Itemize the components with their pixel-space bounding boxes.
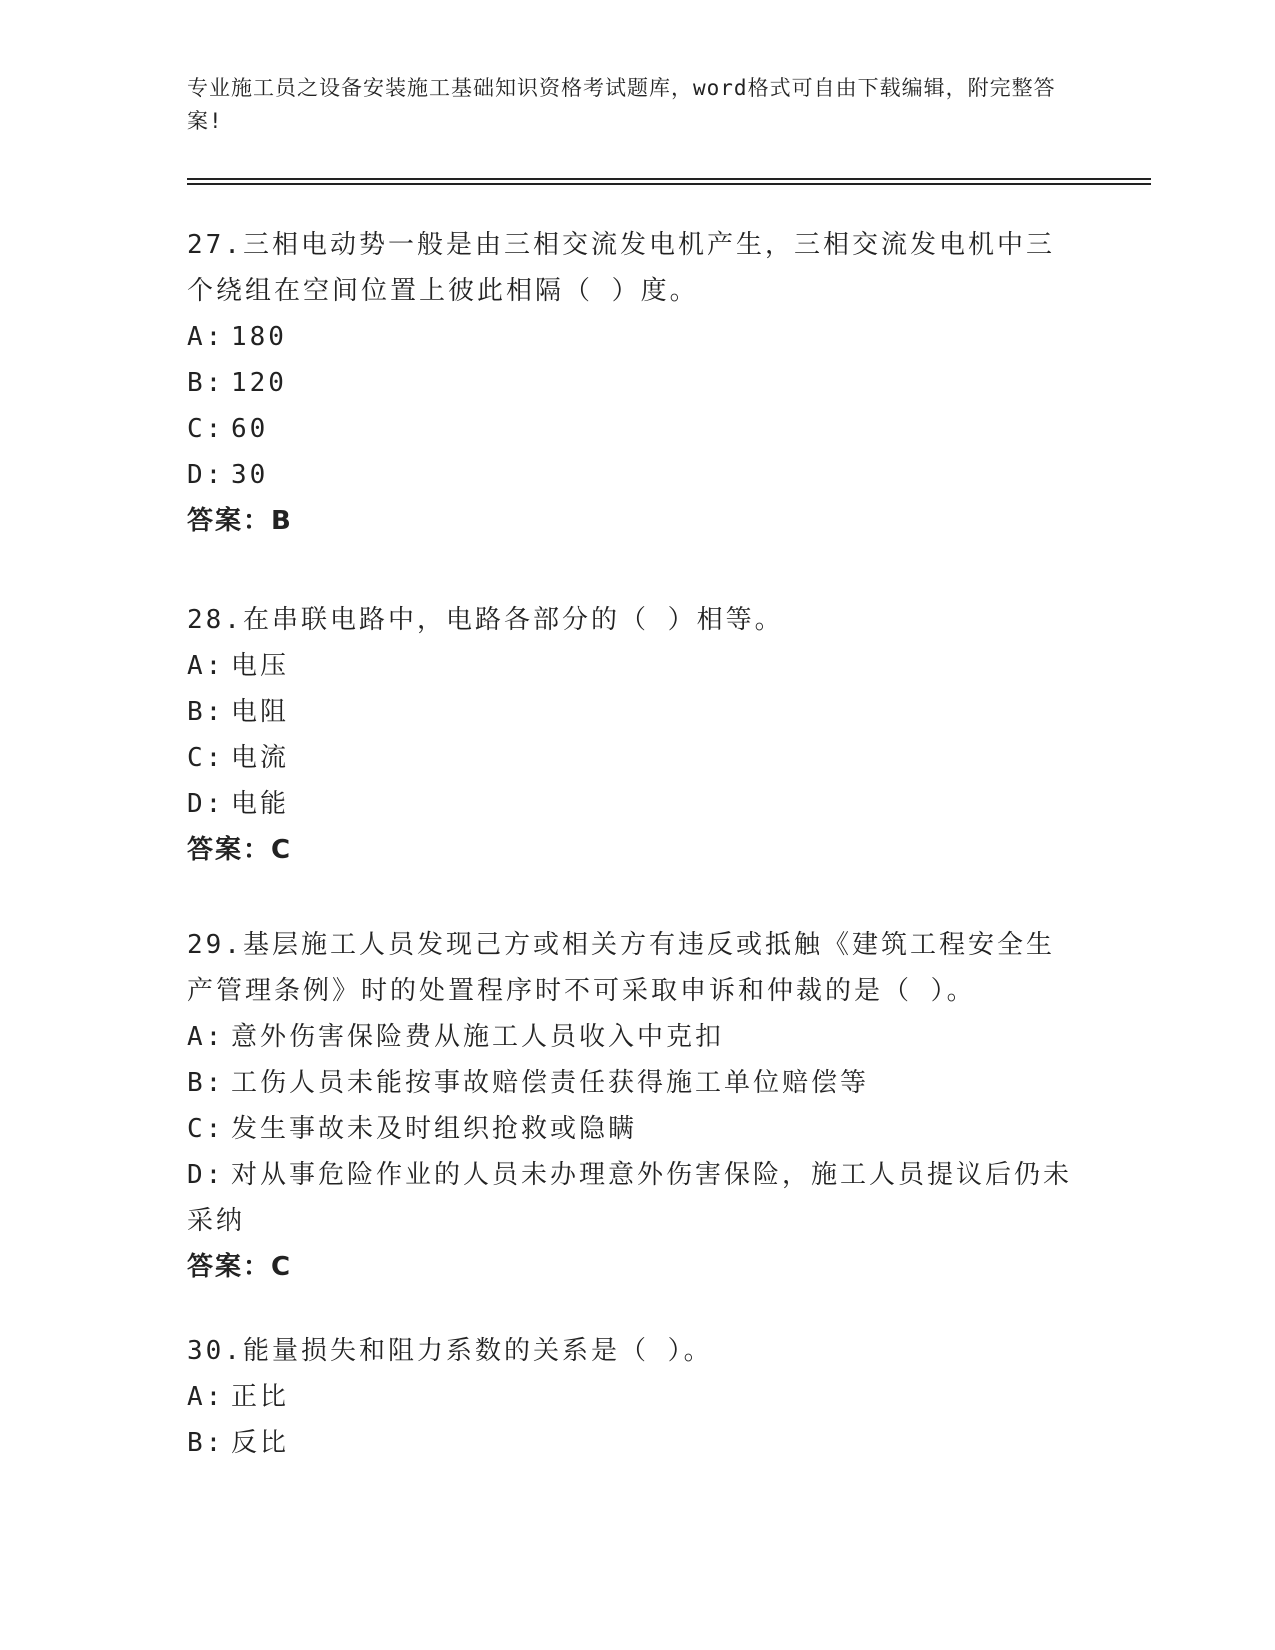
option-c [187,406,1077,452]
option-label: B: [187,1068,225,1098]
option-text: 180 [231,322,287,352]
option-text: 30 [231,460,269,490]
header-divider-top [187,178,1151,180]
option-text: 反比 [231,1428,290,1458]
question-30 [187,1328,1077,1466]
question-stem: 30.能量损失和阻力系数的关系是（ ）。 [187,1336,713,1366]
option-label: A: [187,651,225,681]
option-label: D: [187,460,225,490]
question-stem: 27.三相电动势一般是由三相交流发电机产生，三相交流发电机中三个绕组在空间位置上彼此相隔（ ）度。 [187,230,1055,306]
option-label: B: [187,697,225,727]
option-text: 120 [231,368,287,398]
question-stem: 29.基层施工人员发现己方或相关方有违反或抵触《建筑工程安全生产管理条例》时的处置程序时不可采取申诉和仲裁的是（ ）。 [187,930,1055,1006]
document-header: 专业施工员之设备安装施工基础知识资格考试题库，word格式可自由下载编辑，附完整答案! [187,76,1056,133]
option-text: 电流 [231,743,290,773]
option-b [187,360,1077,406]
option-text: 电能 [231,789,290,819]
option-a [187,314,1077,360]
option-c [187,1106,1077,1152]
option-a [187,643,1077,689]
option-b [187,1420,1077,1466]
option-label: A: [187,1382,225,1412]
option-label: A: [187,1022,225,1052]
option-text: 60 [231,414,269,444]
answer: 答案：B [187,506,293,536]
option-text: 对从事危险作业的人员未办理意外伤害保险，施工人员提议后仍未采纳 [187,1160,1073,1236]
option-a [187,1374,1077,1420]
option-text: 电压 [231,651,290,681]
answer: 答案：C [187,835,293,865]
option-label: B: [187,1428,225,1458]
option-a [187,1014,1077,1060]
option-b [187,1060,1077,1106]
option-text: 工伤人员未能按事故赔偿责任获得施工单位赔偿等 [231,1068,870,1098]
option-label: D: [187,789,225,819]
option-label: A: [187,322,225,352]
option-label: C: [187,414,225,444]
option-c [187,735,1077,781]
question-27 [187,222,1077,544]
option-d [187,452,1077,498]
option-label: C: [187,743,225,773]
option-label: C: [187,1114,225,1144]
header-divider-bottom [187,183,1151,185]
option-b [187,689,1077,735]
option-label: B: [187,368,225,398]
option-text: 发生事故未及时组织抢救或隐瞒 [231,1114,638,1144]
option-text: 意外伤害保险费从施工人员收入中克扣 [231,1022,725,1052]
option-label: D: [187,1160,225,1190]
question-29 [187,922,1077,1290]
question-stem: 28.在串联电路中，电路各部分的（ ）相等。 [187,605,784,635]
option-text: 电阻 [231,697,290,727]
option-d [187,1152,1077,1244]
option-text: 正比 [231,1382,290,1412]
question-28 [187,597,1077,873]
answer: 答案：C [187,1252,293,1282]
option-d [187,781,1077,827]
